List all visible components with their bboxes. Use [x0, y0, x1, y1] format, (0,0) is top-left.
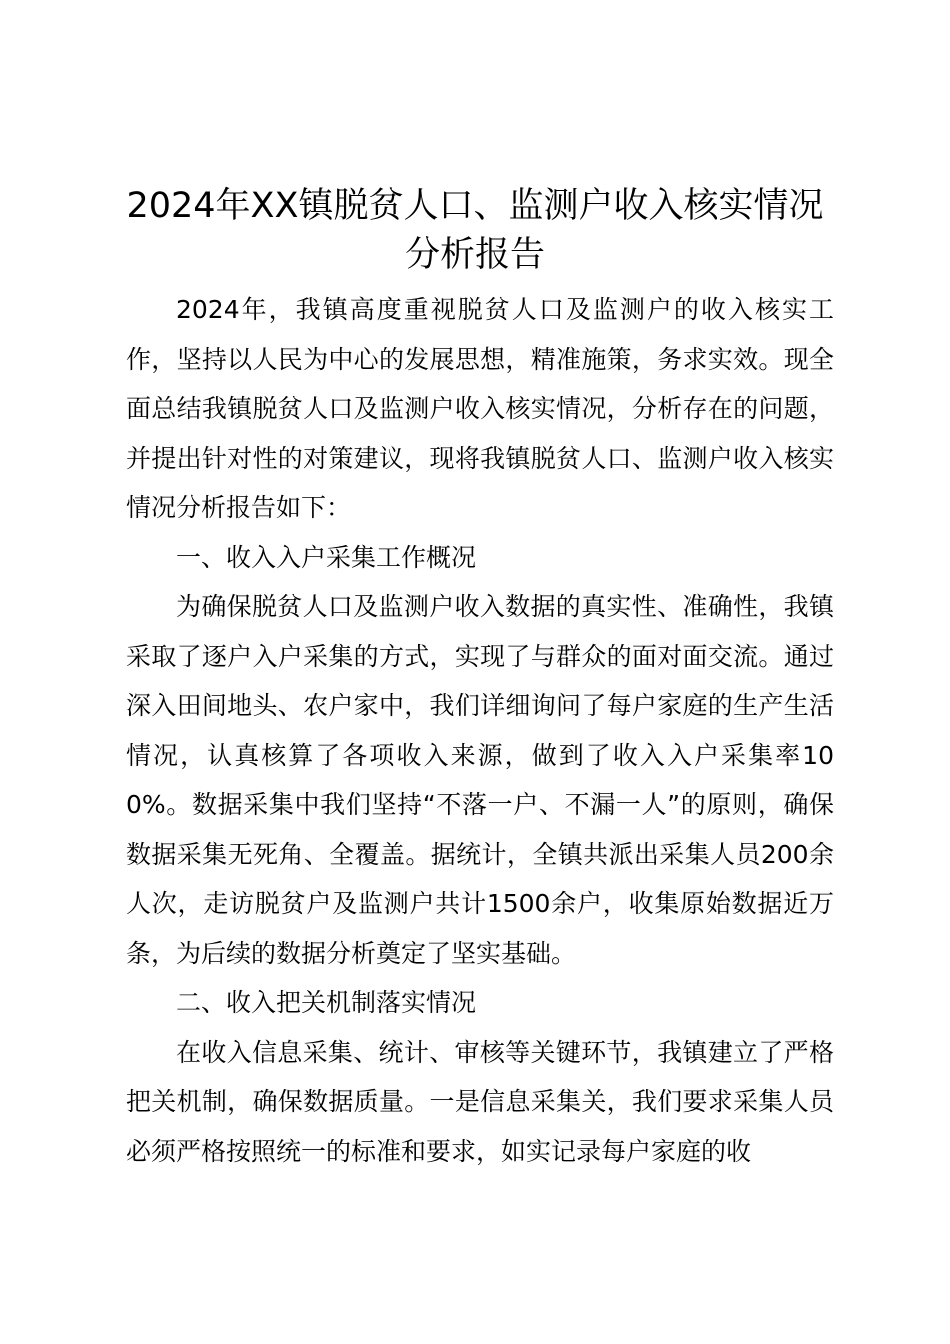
section-heading-2: 二、收入把关机制落实情况 — [176, 988, 477, 1017]
section-1-paragraph: 为确保脱贫人口及监测户收入数据的真实性、准确性，我镇采取了逐户入户采集的方式，实现了与群众的面对面交流。通过深入田间地头、农户家中，我们详细询问了每户家庭的生产生活情况，认真核算了各项收入来源，做到了收入入户采集率100%。数据采集中我们坚持“不落一户、不漏一人”的原则，确保数据采集无死角、全覆盖。据统计，全镇共派出采集人员200余人次，走访脱贫户及监测户共计1500余户，收集原始数据近万条，为后续的数据分析奠定了坚实基础。 — [126, 592, 834, 968]
document-body — [126, 285, 834, 1176]
section-2-paragraph: 在收入信息采集、统计、审核等关键环节，我镇建立了严格把关机制，确保数据质量。一是信息采集关，我们要求采集人员必须严格按照统一的标准和要求，如实记录每户家庭的收 — [126, 1037, 834, 1166]
document-title: 2024年XX镇脱贫人口、监测户收入核实情况分析报告 — [126, 186, 824, 275]
intro-paragraph: 2024年，我镇高度重视脱贫人口及监测户的收入核实工作，坚持以人民为中心的发展思想，精准施策，务求实效。现全面总结我镇脱贫人口及监测户收入核实情况，分析存在的问题，并提出针对性的对策建议，现将我镇脱贫人口、监测户收入核实情况分析报告如下： — [126, 295, 834, 522]
section-heading-1: 一、收入入户采集工作概况 — [176, 542, 477, 572]
